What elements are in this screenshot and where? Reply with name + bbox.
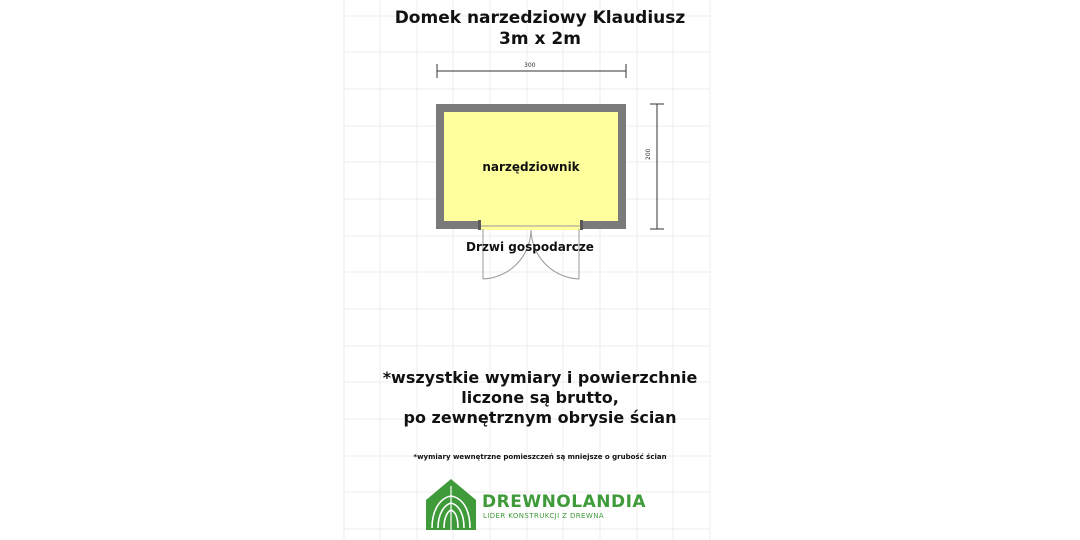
drewnolandia-logo-icon <box>426 479 476 530</box>
note-line-2: liczone są brutto, <box>461 388 619 407</box>
room-label: narzędziownik <box>482 160 580 174</box>
note-line-1: *wszystkie wymiary i powierzchnie <box>382 368 698 387</box>
plan-subtitle: 3m x 2m <box>499 29 581 49</box>
width-dimension-label: 300 <box>524 62 536 69</box>
note-line-3: po zewnętrznym obrysie ścian <box>403 408 677 427</box>
plan-title: Domek narzedziowy Klaudiusz <box>394 8 686 28</box>
door-jamb-right <box>580 220 583 230</box>
brand-tagline: LIDER KONSTRUKCJI Z DREWNA <box>483 512 605 520</box>
door-label: Drzwi gospodarcze <box>466 240 594 254</box>
depth-dimension-label: 200 <box>645 148 652 160</box>
depth-dimension-line <box>650 104 664 229</box>
measurement-note <box>340 368 740 428</box>
door-jamb-left <box>478 220 481 230</box>
door-opening <box>480 220 582 230</box>
brand-name: DREWNOLANDIA <box>482 492 647 512</box>
interior-dimension-note: *wymiary wewnętrzne pomieszczeń są mniejsze o grubość ścian <box>413 453 667 461</box>
